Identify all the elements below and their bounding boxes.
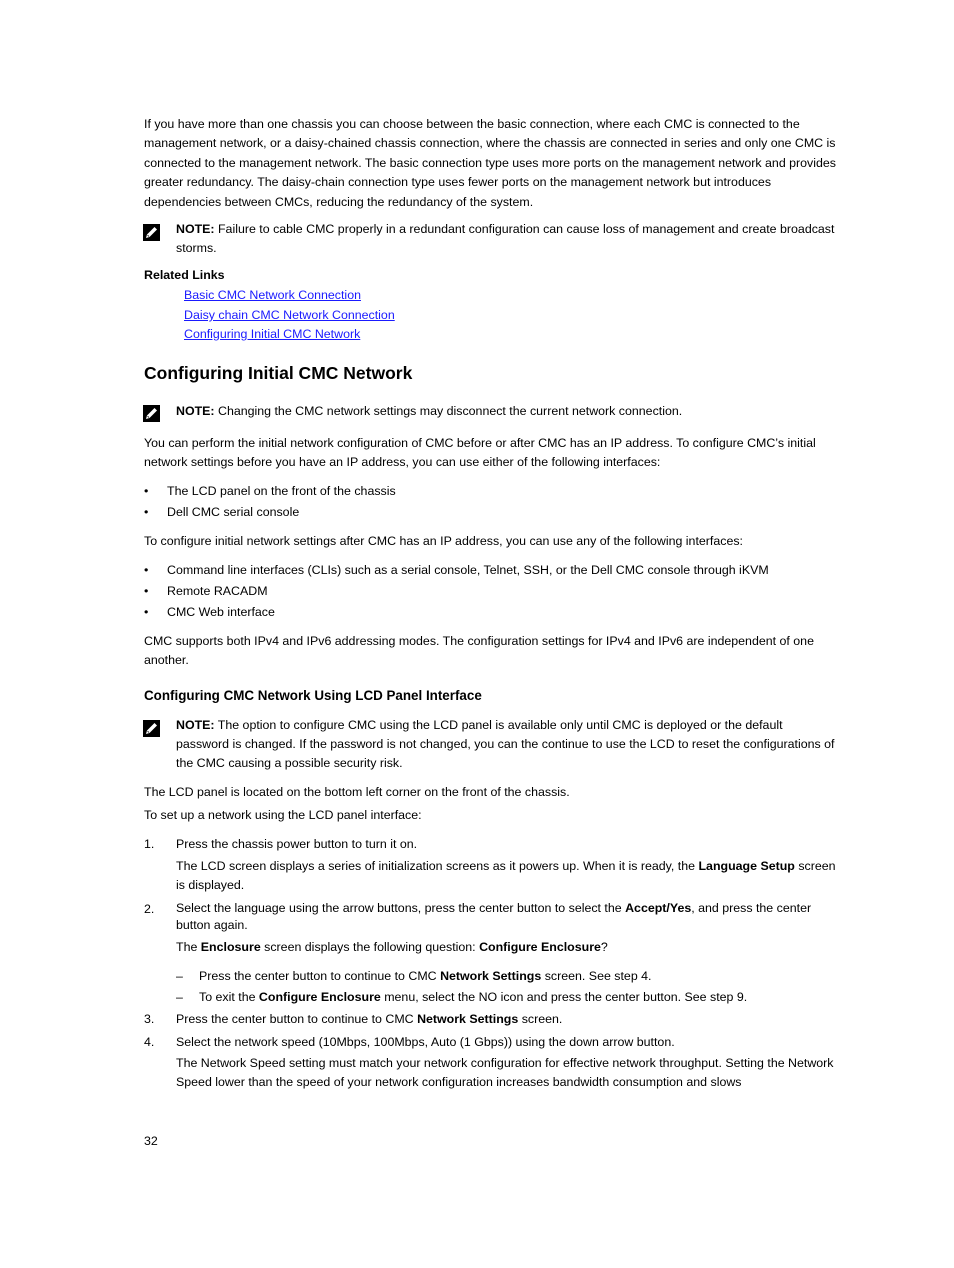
note-cabling [176,220,836,258]
intro-paragraph: If you have more than one chassis you can choose between the basic connection, where each CMC is connected to the management network, or a daisy-chained chassis connection, where the chassis are connected in series and only one CMC is connected to the management network. The basic connection type uses more ports on the management network and provides greater redundancy. The daisy-chain connection type uses fewer ports on the management network but introduces dependencies between CMCs, reducing the redundancy of the system. [144,117,836,209]
bullet-mark: • [144,505,149,519]
document-page: If you have more than one chassis you can choose between the basic connection, where each CMC is connected to the management network, or a daisy-chained chassis connection, where the chassis are connected in series and only one CMC is connected to the management network. The basic connection type uses more ports on the management network and provides greater redundancy. The daisy-chain connection type uses fewer ports on the management network but introduces dependencies between CMCs, reducing the redundancy of the system. NOTE: Failure to cable CMC properly in a redundant configuration can cause loss of management and create broadcast storms. Related Links Basic CMC Network Connection Daisy chain CMC Network Connection Configuring Initial CMC Network Configuring Initial CMC Network NOTE: Changing the CMC network settings may disconnect the current network connection. You can perform the initial network configuration of CMC before or after CMC has an IP address. To configure CMC’s initial network settings before you have an IP address, you can use either of the following interfaces: • The LCD panel on the front of the chassis • Dell CMC serial console To configure initial network settings after CMC has an IP address, you can use any of the following interfaces: • Command line interfaces (CLIs) such as a serial console, Telnet, SSH, or the Dell CMC console through iKVM • Remote RACADM • CMC Web interface CMC supports both IPv4 and IPv6 addressing modes. The configuration settings for IPv4 and IPv6 are independent of one another. Configuring CMC Network Using LCD Panel Interface NOTE: The option to configure CMC using the LCD panel is available only until CMC is deployed or the default password is changed. If the password is not changed, you can the continue to use the LCD to reset the configurations of the CMC causing a possible security risk. The LCD panel is located on the bottom left corner on the front of the chassis. To set up a network using the LCD panel interface: 1. Press the chassis power button to turn it on. The LCD screen displays a series of initialization screens as it powers up. When it is ready, the Language Setup screen is displayed. 2. Select the language using the arrow buttons, press the center button to select the Accept/Yes, and press the center button again. The Enclosure screen displays the following question: Configure Enclosure? – Press the center button to continue to CMC Network Settings screen. See step 4. – To exit the Configure Enclosure menu, select the NO icon and press the center button. See step 9. 3. Press the center button to continue to CMC Network Settings screen. 4. Select the network speed (10Mbps, 100Mbps, Auto (1 Gbps)) using the down arrow button. The Network Speed setting must match your network configuration for effective network throughput. Setting the Network Speed lower than the speed of your network configuration increases bandwidth consumption and slows 32 [0,0,954,1268]
link-daisy-chain-cmc-network-connection[interactable]: Daisy chain CMC Network Connection [184,308,395,322]
bullet-mark: • [144,484,149,498]
step-4-detail: The Network Speed setting must match your network configuration for effective network throughput. Setting the Network Speed lower than the speed of your network configuration increases bandwidth consumption and slows [176,1056,834,1090]
note-lcd-option [176,716,836,774]
link-basic-cmc-network-connection[interactable]: Basic CMC Network Connection [184,288,361,302]
bullet-mark: • [144,605,149,619]
note-label: NOTE: [176,222,215,236]
note-text: The option to configure CMC using the LCD panel is available only until CMC is deployed or the default password is changed. If the password is not changed, you can the continue to use the LCD to reset the configurations of the CMC causing a possible security risk. [176,718,835,771]
bullet-mark: • [144,584,149,598]
paragraph-ipv4-ipv6: CMC supports both IPv4 and IPv6 addressing modes. The configuration settings for IPv4 and IPv6 are independent of one another. [144,634,814,668]
page-number: 32 [144,1134,158,1148]
paragraph-setup-intro: To set up a network using the LCD panel interface: [144,808,422,822]
note-network-change [176,402,836,421]
note-text: Changing the CMC network settings may disconnect the current network connection. [214,404,683,418]
step-1-detail: The LCD screen displays a series of initialization screens as it powers up. When it is ready, the Language Setup screen is displayed. [176,859,836,893]
note-label: NOTE: [176,404,215,418]
note-text: Failure to cable CMC properly in a redundant configuration can cause loss of management and create broadcast storms. [176,222,835,256]
paragraph-before-ip: You can perform the initial network configuration of CMC before or after CMC has an IP address. To configure CMC’s initial network settings before you have an IP address, you can use either of the following interfaces: [144,436,816,470]
note-pencil-icon [143,720,160,737]
step-2-detail: The Enclosure screen displays the following question: Configure Enclosure? [176,940,608,954]
bullet-mark: • [144,563,149,577]
note-label: NOTE: [176,718,215,732]
paragraph-after-ip: To configure initial network settings after CMC has an IP address, you can use any of the following interfaces: [144,534,743,548]
link-configuring-initial-cmc-network[interactable]: Configuring Initial CMC Network [184,327,361,341]
paragraph-lcd-location: The LCD panel is located on the bottom left corner on the front of the chassis. [144,785,570,799]
related-links-heading: Related Links [144,268,225,282]
section-title-initial-network: Configuring Initial CMC Network [144,363,413,383]
section-title-lcd-panel: Configuring CMC Network Using LCD Panel Interface [144,688,482,703]
note-pencil-icon [143,405,160,422]
note-pencil-icon [143,224,160,241]
